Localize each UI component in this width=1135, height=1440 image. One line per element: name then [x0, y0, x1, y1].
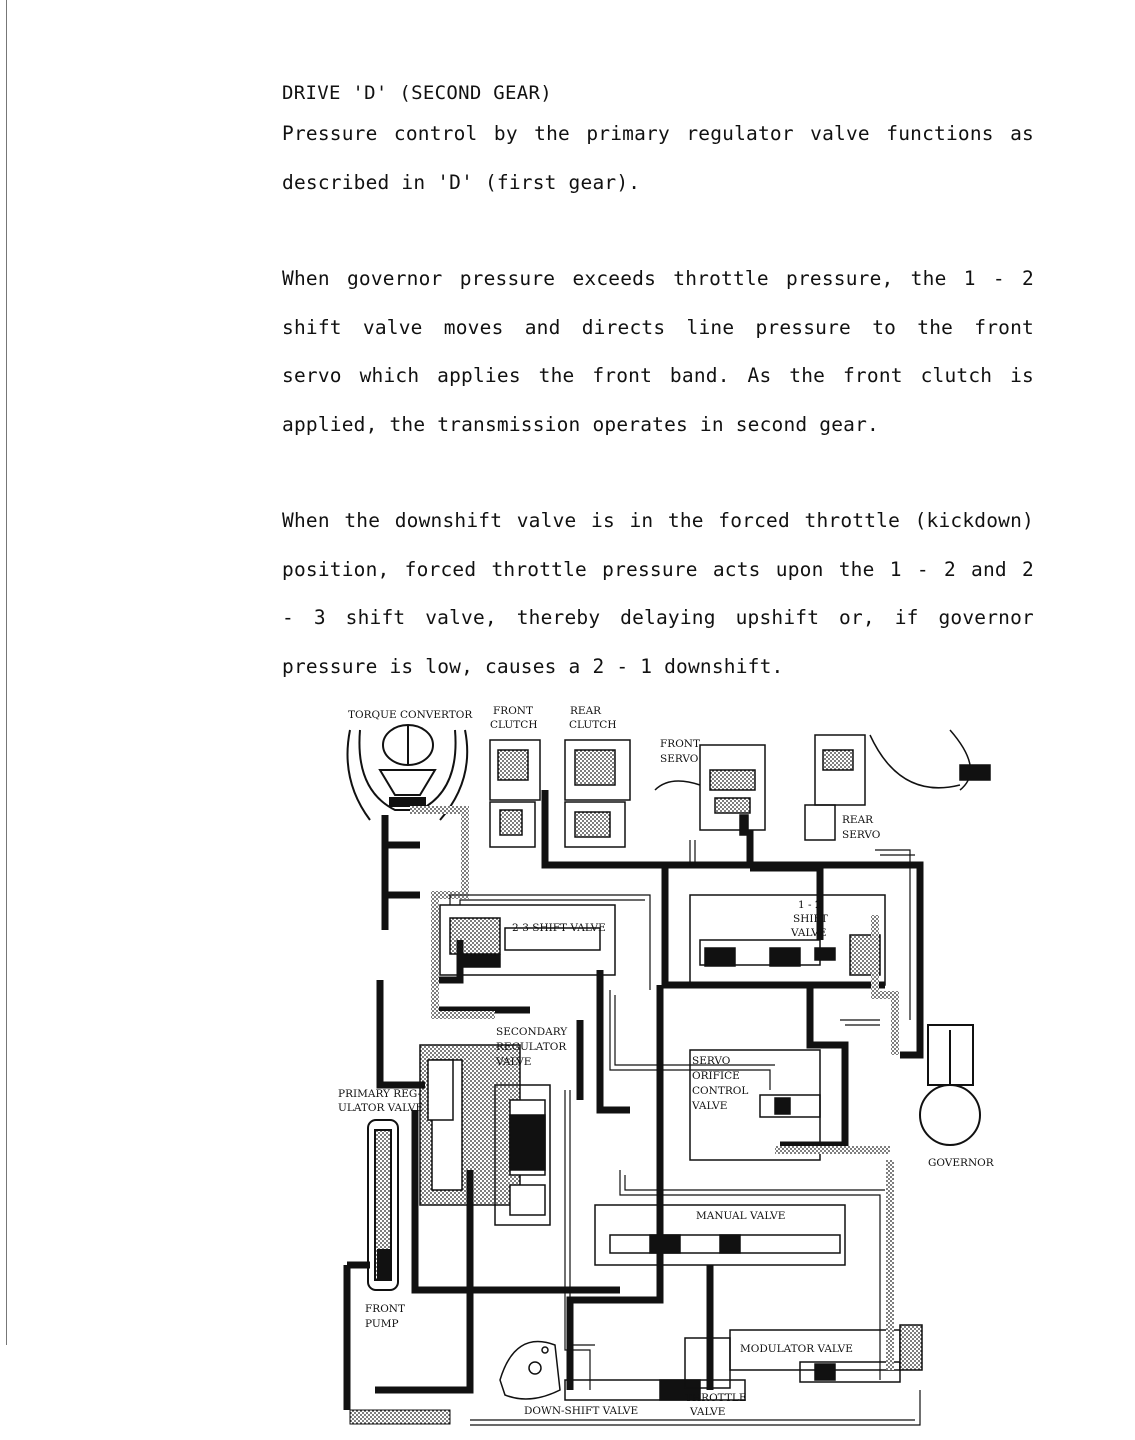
label-servo-orifice-line-2: ORIFICE: [692, 1070, 740, 1082]
label-front-clutch-line-2: CLUTCH: [490, 719, 538, 731]
paragraph-1-line-1: Pressure control by the primary regulator valve functions as: [282, 122, 1034, 145]
label-rear-clutch-line-1: REAR: [570, 705, 602, 717]
hydraulic-circuit-diagram: [320, 690, 1020, 1440]
label-primary-regulator-line-1: PRIMARY REG-: [338, 1088, 422, 1100]
label-shift-valve-1-2-line-3: VALVE: [791, 927, 827, 939]
label-torque-convertor: TORQUE CONVERTOR: [348, 709, 473, 721]
base-plate-drawing: [350, 1410, 450, 1424]
label-secondary-regulator-line-1: SECONDARY: [496, 1026, 568, 1038]
paragraph-3-line-3: - 3 shift valve, thereby delaying upshift or, if governor: [282, 606, 1034, 629]
label-primary-regulator-line-2: ULATOR VALVE: [338, 1102, 424, 1114]
label-front-clutch-line-1: FRONT: [493, 705, 533, 717]
paragraph-2-line-1: When governor pressure exceeds throttle pressure, the 1 - 2: [282, 267, 1034, 290]
page-edge-line: [6, 0, 7, 1345]
front-pump-drawing: [368, 1120, 398, 1290]
paragraph-2-line-3: servo which applies the front band. As the front clutch is: [282, 364, 1034, 387]
paragraph-3-line-4: pressure is low, causes a 2 - 1 downshift.: [282, 654, 784, 678]
label-rear-servo-line-2: SERVO: [842, 829, 881, 841]
paragraph-3: [282, 497, 1034, 691]
paragraph-1: [282, 110, 1034, 207]
paragraph-1-line-2: described in 'D' (first gear).: [282, 170, 641, 194]
label-throttle-valve-line-2: VALVE: [690, 1406, 726, 1418]
paragraph-3-line-1: When the downshift valve is in the forced throttle (kickdown): [282, 509, 1034, 532]
label-front-servo-line-2: SERVO: [660, 753, 699, 765]
label-down-shift-valve: DOWN-SHIFT VALVE: [524, 1405, 639, 1417]
torque-convertor-drawing: [348, 725, 468, 820]
rear-servo-drawing: [805, 730, 990, 840]
label-servo-orifice-line-1: SERVO: [692, 1055, 731, 1067]
shift-valve-1-2-drawing: [690, 895, 885, 985]
section-heading: DRIVE 'D' (SECOND GEAR): [282, 82, 552, 104]
paragraph-3-line-2: position, forced throttle pressure acts upon the 1 - 2 and 2: [282, 557, 1034, 581]
label-throttle-valve-line-1: THROTTLE: [685, 1392, 747, 1404]
label-front-pump-line-1: FRONT: [365, 1303, 405, 1315]
label-modulator-valve: MODULATOR VALVE: [740, 1343, 853, 1355]
rear-clutch-drawing: [565, 740, 630, 847]
label-servo-orifice-line-4: VALVE: [692, 1100, 728, 1112]
paragraph-2-line-4: applied, the transmission operates in second gear.: [282, 412, 879, 436]
document-body: [282, 76, 1034, 691]
label-manual-valve: MANUAL VALVE: [696, 1210, 786, 1222]
governor-drawing: [920, 1025, 980, 1145]
label-governor: GOVERNOR: [928, 1157, 994, 1169]
hydraulic-circuit-svg: [320, 690, 1020, 1440]
label-servo-orifice-line-3: CONTROL: [692, 1085, 749, 1097]
paragraph-2: [282, 255, 1034, 449]
label-shift-valve-2-3: 2-3 SHIFT VALVE: [512, 922, 606, 934]
label-secondary-regulator-line-2: REGULATOR: [496, 1041, 567, 1053]
label-secondary-regulator-line-3: VALVE: [496, 1056, 532, 1068]
label-rear-clutch-line-2: CLUTCH: [569, 719, 617, 731]
label-front-servo-line-1: FRONT: [660, 738, 700, 750]
regulator-valves-drawing: [420, 1045, 550, 1225]
paragraph-2-line-2: shift valve moves and directs line pressure to the front: [282, 315, 1034, 339]
label-shift-valve-1-2-line-2: SHIFT: [793, 913, 828, 925]
label-shift-valve-1-2-line-1: 1 - 2: [798, 899, 822, 911]
label-rear-servo-line-1: REAR: [842, 814, 874, 826]
label-front-pump-line-2: PUMP: [365, 1318, 399, 1330]
front-clutch-drawing: [490, 740, 540, 847]
shift-valve-2-3-drawing: [440, 905, 615, 975]
